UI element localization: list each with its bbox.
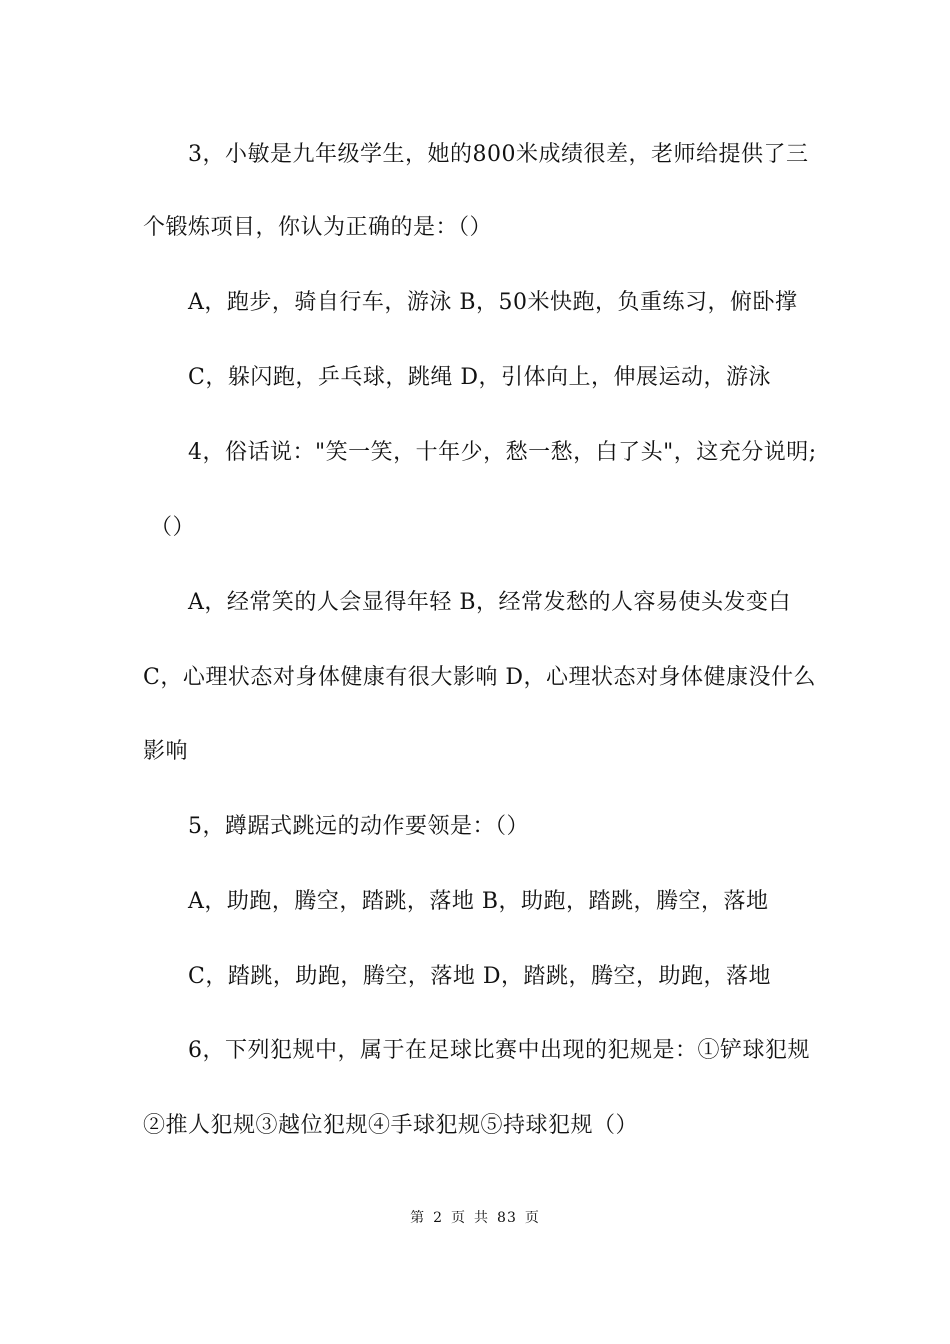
question-4-options-cd-cont: 影响 (143, 739, 189, 764)
question-5-text: 5，蹲踞式跳远的动作要领是：（） (188, 814, 529, 839)
question-3-text: 3，小敏是九年级学生，她的800米成绩很差，老师给提供了三 (188, 142, 809, 167)
footer-prefix: 第 (410, 1210, 426, 1226)
question-6-text-cont: ②推人犯规③越位犯规④手球犯规⑤持球犯规（） (143, 1113, 639, 1138)
question-4-options-ab: A，经常笑的人会显得年轻 B，经常发愁的人容易使头发变白 (188, 590, 792, 615)
footer-suffix: 页 (524, 1210, 540, 1226)
question-3-options-ab: A，跑步，骑自行车，游泳 B，50米快跑，负重练习，俯卧撑 (188, 290, 798, 315)
question-3-text-cont: 个锻炼项目，你认为正确的是：（） (143, 215, 493, 240)
question-3-options-cd: C，躲闪跑，乒乓球，跳绳 D，引体向上，伸展运动，游泳 (188, 365, 771, 390)
question-4-options-cd: C，心理状态对身体健康有很大影响 D，心理状态对身体健康没什么 (143, 665, 816, 690)
footer-total-word: 共 (474, 1210, 490, 1226)
footer-page-word: 页 (451, 1210, 467, 1226)
question-5-options-ab: A，助跑，腾空，踏跳，落地 B，助跑，踏跳，腾空，落地 (188, 889, 769, 914)
question-4-text-cont: （） (150, 515, 196, 540)
question-5-options-cd: C，踏跳，助跑，腾空，落地 D，踏跳，腾空，助跑，落地 (188, 964, 771, 989)
footer-total-pages: 83 (497, 1210, 517, 1226)
footer-current-page: 2 (433, 1210, 444, 1226)
page-footer (0, 1208, 950, 1228)
question-4-text: 4，俗话说："笑一笑，十年少，愁一愁，白了头"，这充分说明; (188, 440, 817, 465)
question-6-text: 6，下列犯规中，属于在足球比赛中出现的犯规是：①铲球犯规 (188, 1038, 810, 1063)
